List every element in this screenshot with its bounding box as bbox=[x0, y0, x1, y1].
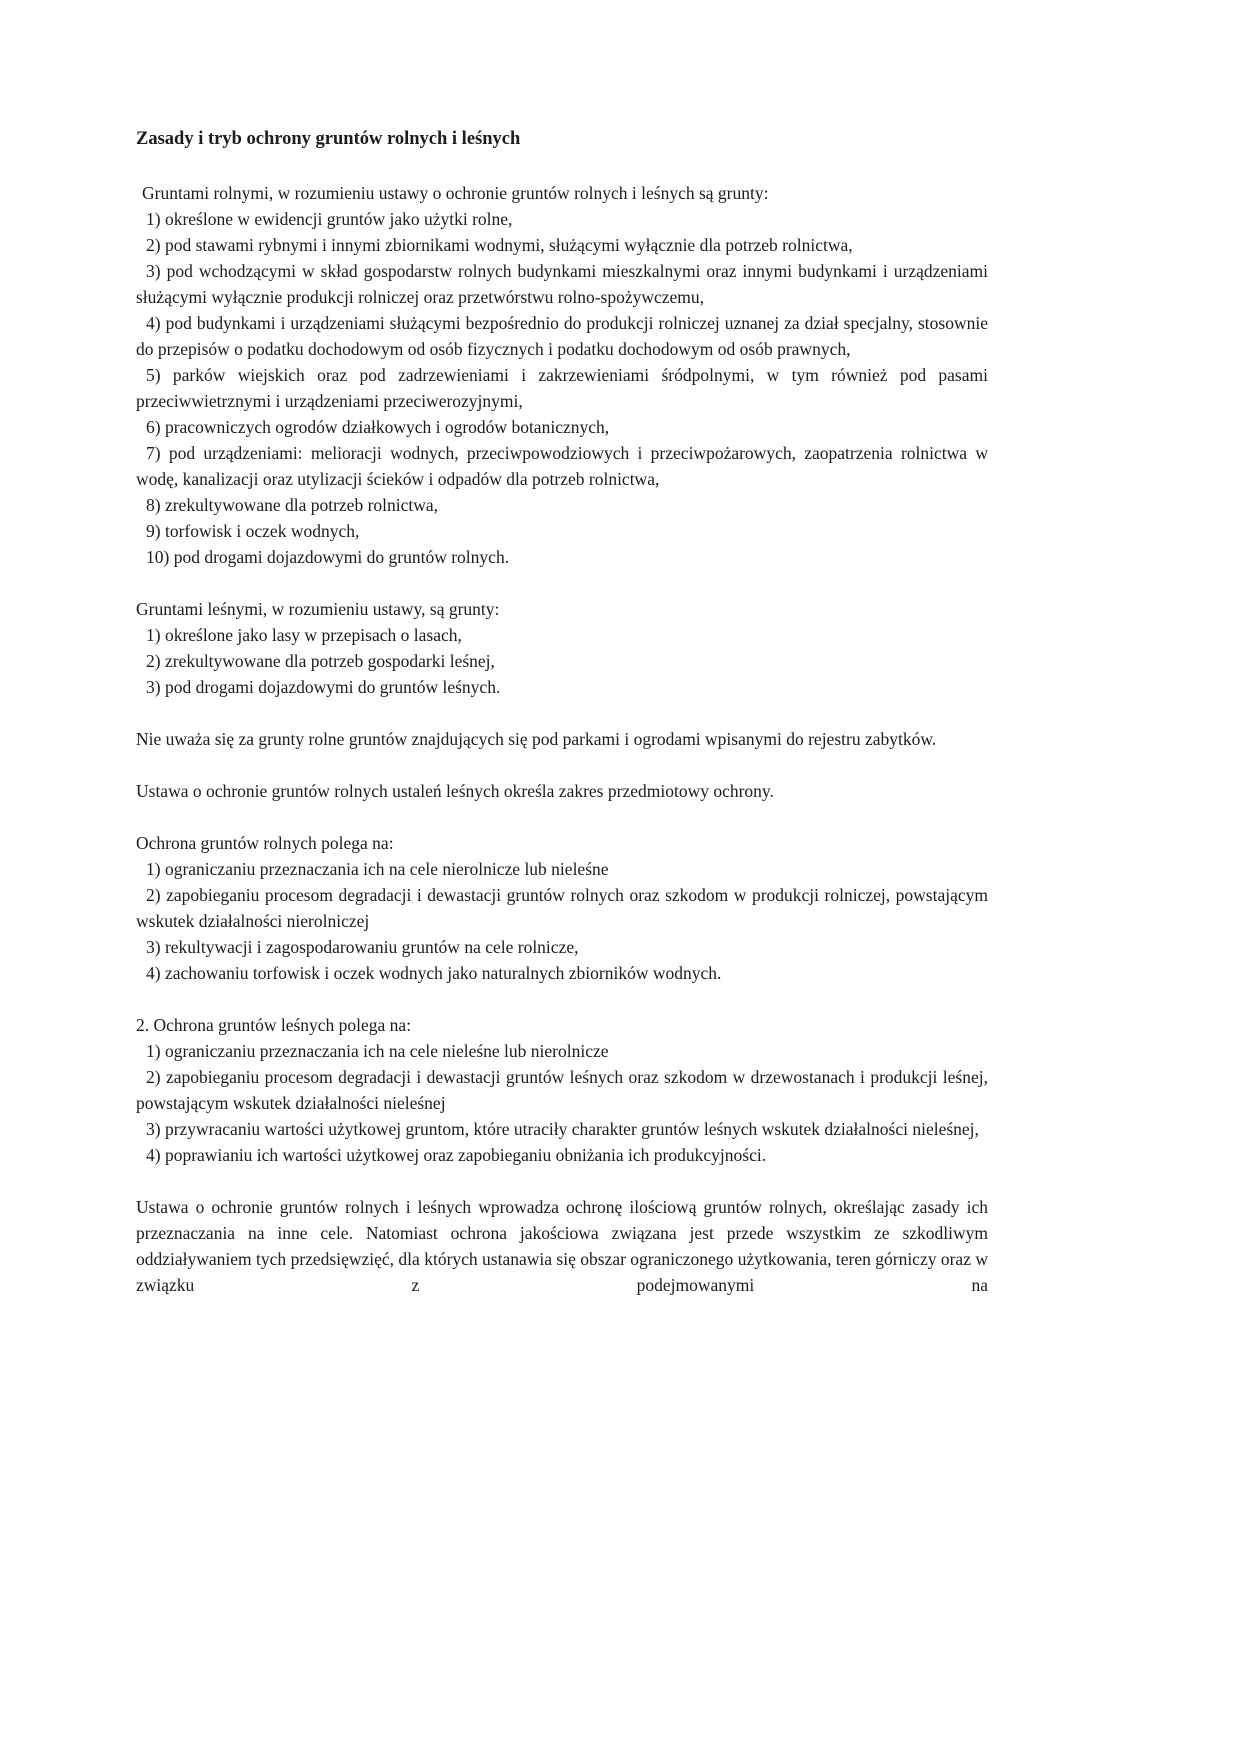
list-item: 2) pod stawami rybnymi i innymi zbiornikami wodnymi, służącymi wyłącznie dla potrzeb rolnictwa, bbox=[146, 235, 853, 255]
section-closing bbox=[136, 1194, 988, 1298]
scope-paragraph: Ustawa o ochronie gruntów rolnych ustaleń leśnych określa zakres przedmiotowy ochrony. bbox=[136, 781, 774, 801]
list-item: 1) określone w ewidencji gruntów jako użytki rolne, bbox=[146, 209, 513, 229]
list-item: 4) poprawianiu ich wartości użytkowej oraz zapobieganiu obniżania ich produkcyjności. bbox=[146, 1145, 767, 1165]
list-item: 5) parków wiejskich oraz pod zadrzewieniami i zakrzewieniami śródpolnymi, w tym również pod pasami przeciwwietrznymi i urządzeniami przeciwerozyjnymi, bbox=[136, 365, 988, 411]
section-agricultural-grounds bbox=[136, 180, 988, 570]
protection-agricultural-list bbox=[136, 856, 988, 986]
closing-paragraph: Ustawa o ochronie gruntów rolnych i leśnych wprowadza ochronę ilościową gruntów rolnych, określając zasady ich przeznaczania na inne cele. Natomiast ochrona jakościowa związana jest przede wszystkim ze szkodliwym oddziaływaniem tych przedsięwzięć, dla których ustanawia się obszar ograniczonego użytkowania, teren górniczy oraz w związku z podejmowanymi na bbox=[136, 1197, 988, 1295]
note-paragraph: Nie uważa się za grunty rolne gruntów znajdujących się pod parkami i ogrodami wpisanymi do rejestru zabytków. bbox=[136, 729, 937, 749]
list-item: 1) określone jako lasy w przepisach o lasach, bbox=[146, 625, 462, 645]
agricultural-intro: Gruntami rolnymi, w rozumieniu ustawy o ochronie gruntów rolnych i leśnych są grunty: bbox=[142, 183, 769, 203]
protection-agricultural-intro: Ochrona gruntów rolnych polega na: bbox=[136, 833, 394, 853]
section-forest-grounds bbox=[136, 596, 988, 700]
list-item: 3) pod wchodzącymi w skład gospodarstw rolnych budynkami mieszkalnymi oraz innymi budynkami i urządzeniami służącymi wyłącznie produkcji rolniczej oraz przetwórstwu rolno-spożywczemu, bbox=[136, 261, 988, 307]
list-item: 2) zrekultywowane dla potrzeb gospodarki leśnej, bbox=[146, 651, 495, 671]
document-title: Zasady i tryb ochrony gruntów rolnych i leśnych bbox=[136, 129, 521, 149]
list-item: 8) zrekultywowane dla potrzeb rolnictwa, bbox=[146, 495, 439, 515]
forest-list bbox=[136, 622, 988, 700]
forest-intro: Gruntami leśnymi, w rozumieniu ustawy, są grunty: bbox=[136, 599, 500, 619]
section-note bbox=[136, 726, 988, 752]
section-scope bbox=[136, 778, 988, 804]
list-item: 7) pod urządzeniami: melioracji wodnych, przeciwpowodziowych i przeciwpożarowych, zaopatrzenia rolnictwa w wodę, kanalizacji oraz utylizacji ścieków i odpadów dla potrzeb rolnictwa, bbox=[136, 443, 988, 489]
protection-forest-intro: 2. Ochrona gruntów leśnych polega na: bbox=[136, 1015, 412, 1035]
list-item: 6) pracowniczych ogrodów działkowych i ogrodów botanicznych, bbox=[146, 417, 610, 437]
list-item: 2) zapobieganiu procesom degradacji i dewastacji gruntów rolnych oraz szkodom w produkcji rolniczej, powstającym wskutek działalności nierolniczej bbox=[136, 885, 988, 931]
list-item: 2) zapobieganiu procesom degradacji i dewastacji gruntów leśnych oraz szkodom w drzewostanach i produkcji leśnej, powstającym wskutek działalności nieleśnej bbox=[136, 1067, 988, 1113]
list-item: 3) pod drogami dojazdowymi do gruntów leśnych. bbox=[146, 677, 501, 697]
section-protection-agricultural bbox=[136, 830, 988, 986]
protection-forest-list bbox=[136, 1038, 988, 1168]
list-item: 3) rekultywacji i zagospodarowaniu gruntów na cele rolnicze, bbox=[146, 937, 579, 957]
list-item: 9) torfowisk i oczek wodnych, bbox=[146, 521, 360, 541]
list-item: 4) zachowaniu torfowisk i oczek wodnych jako naturalnych zbiorników wodnych. bbox=[146, 963, 722, 983]
list-item: 4) pod budynkami i urządzeniami służącymi bezpośrednio do produkcji rolniczej uznanej za dział specjalny, stosownie do przepisów o podatku dochodowym od osób fizycznych i podatku dochodowym od osób prawnych, bbox=[136, 313, 988, 359]
list-item: 3) przywracaniu wartości użytkowej gruntom, które utraciły charakter gruntów leśnych wskutek działalności nieleśnej, bbox=[146, 1119, 979, 1139]
agricultural-list bbox=[136, 206, 988, 570]
section-protection-forest bbox=[136, 1012, 988, 1168]
list-item: 1) ograniczaniu przeznaczania ich na cele nieleśne lub nierolnicze bbox=[146, 1041, 609, 1061]
list-item: 10) pod drogami dojazdowymi do gruntów rolnych. bbox=[146, 547, 510, 567]
list-item: 1) ograniczaniu przeznaczania ich na cele nierolnicze lub nieleśne bbox=[146, 859, 609, 879]
